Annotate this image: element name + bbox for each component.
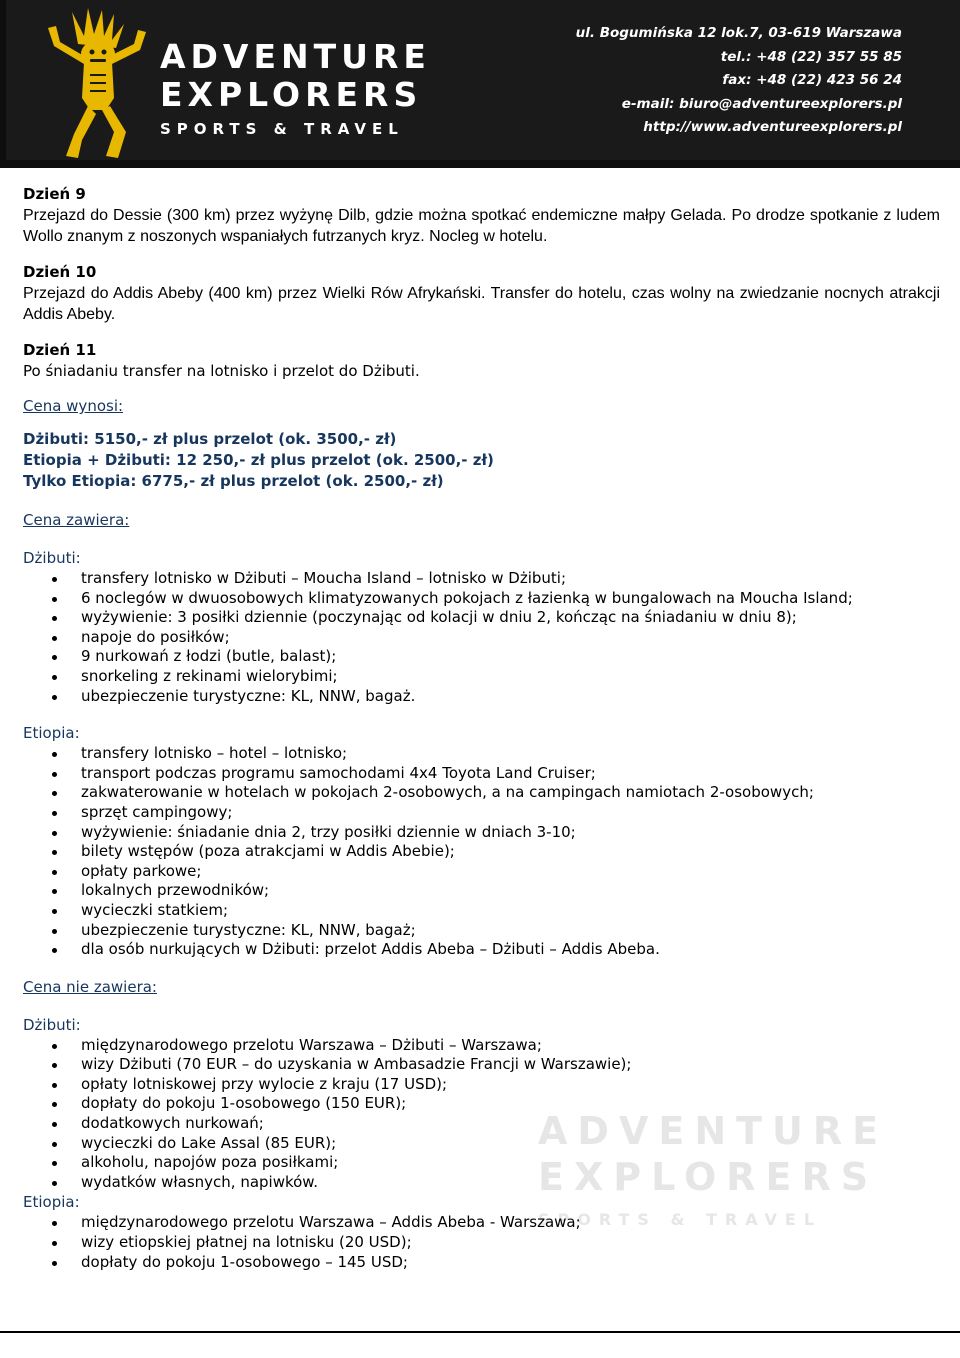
document-body xyxy=(23,184,940,1272)
list-item: snorkeling z rekinami wielorybimi; xyxy=(23,667,940,687)
list-item: transfery lotnisko w Dżibuti – Moucha Island – lotnisko w Dżibuti; xyxy=(23,569,940,589)
price-line-djibouti: Dżibuti: 5150,- zł plus przelot (ok. 3500,- zł) xyxy=(23,430,397,448)
list-item: opłaty parkowe; xyxy=(23,862,940,882)
list-item: międzynarodowego przelotu Warszawa – Addis Abeba - Warszawa; xyxy=(23,1213,940,1233)
list-item: wyżywienie: śniadanie dnia 2, trzy posiłki dziennie w dniach 3-10; xyxy=(23,823,940,843)
list-item: zakwaterowanie w hotelach w pokojach 2-osobowych, a na campingach namiotach 2-osobowych; xyxy=(23,783,940,803)
price-line-ethiopia-djibouti: Etiopia + Dżibuti: 12 250,- zł plus przelot (ok. 2500,- zł) xyxy=(23,451,494,469)
contact-address: ul. Bogumińska 12 lok.7, 03-619 Warszawa xyxy=(575,25,902,41)
excludes-ethiopia-list xyxy=(23,1213,940,1272)
list-item: alkoholu, napojów poza posiłkami; xyxy=(23,1153,940,1173)
contact-tel: tel.: +48 (22) 357 55 85 xyxy=(720,48,902,65)
contact-website[interactable]: http://www.adventureexplorers.pl xyxy=(643,119,902,135)
day-11-title: Dzień 11 xyxy=(23,341,97,359)
includes-djibouti-label: Dżibuti: xyxy=(23,549,81,567)
spacer xyxy=(23,960,940,977)
includes-heading: Cena zawiera: xyxy=(23,511,130,529)
list-item: wizy Dżibuti (70 EUR – do uzyskania w Ambasadzie Francji w Warszawie); xyxy=(23,1055,940,1075)
contact-fax: fax: +48 (22) 423 56 24 xyxy=(722,72,902,88)
day-11-text: Po śniadaniu transfer na lotnisko i przelot do Dżibuti. xyxy=(23,362,420,380)
list-item: dopłaty do pokoju 1-osobowego – 145 USD; xyxy=(23,1253,940,1273)
list-item: wycieczki statkiem; xyxy=(23,901,940,921)
spacer xyxy=(23,706,940,723)
spacer xyxy=(23,417,940,429)
day-9-text: Przejazd do Dessie (300 km) przez wyżynę Dilb, gdzie można spotkać endemiczne małpy Gelada. Po drodze spotkanie z ludem Wollo znanym z noszonych wspaniałych futrzanych kryz. Nocleg w hotelu. xyxy=(23,207,940,245)
list-item: 6 noclegów w dwuosobowych klimatyzowanych pokojach z łazienką w bungalowach na Moucha Island; xyxy=(23,589,940,609)
header-border-left xyxy=(0,0,6,168)
list-item: bilety wstępów (poza atrakcjami w Addis Abebie); xyxy=(23,842,940,862)
list-item: 9 nurkowań z łodzi (butle, balast); xyxy=(23,647,940,667)
watermark-line2: EXPLORERS xyxy=(538,1155,879,1199)
list-item: lokalnych przewodników; xyxy=(23,881,940,901)
watermark-line3: SPORTS & TRAVEL xyxy=(538,1210,823,1229)
price-line-ethiopia-only: Tylko Etiopia: 6775,- zł plus przelot (ok. 2500,- zł) xyxy=(23,472,444,490)
list-item: wyżywienie: 3 posiłki dziennie (poczynając od kolacji w dniu 2, kończąc na śniadaniu w dniu 8); xyxy=(23,608,940,628)
list-item: transport podczas programu samochodami 4x4 Toyota Land Cruiser; xyxy=(23,764,940,784)
excludes-djibouti-list xyxy=(23,1036,940,1193)
list-item: ubezpieczenie turystyczne: KL, NNW, bagaż; xyxy=(23,921,940,941)
price-heading: Cena wynosi: xyxy=(23,397,124,415)
brand-name-line1: ADVENTURE xyxy=(160,37,431,76)
spacer xyxy=(23,247,940,262)
list-item: dla osób nurkujących w Dżibuti: przelot Addis Abeba – Dżibuti – Addis Abeba. xyxy=(23,940,940,960)
list-item: sprzęt campingowy; xyxy=(23,803,940,823)
spacer xyxy=(23,531,940,548)
watermark-line1: ADVENTURE xyxy=(538,1109,889,1153)
excludes-djibouti-label: Dżibuti: xyxy=(23,1015,81,1034)
includes-ethiopia-label: Etiopia: xyxy=(23,724,80,743)
list-item: wizy etiopskiej płatnej na lotnisku (20 USD); xyxy=(23,1233,940,1253)
tribal-figure-logo-icon xyxy=(44,6,150,162)
contact-block xyxy=(572,22,902,140)
list-item: napoje do posiłków; xyxy=(23,628,940,648)
list-item: wycieczki do Lake Assal (85 EUR); xyxy=(23,1134,940,1154)
excludes-ethiopia-label: Etiopia: xyxy=(23,1193,80,1212)
list-item: transfery lotnisko – hotel – lotnisko; xyxy=(23,744,940,764)
day-10-title: Dzień 10 xyxy=(23,263,97,281)
brand-tagline: SPORTS & TRAVEL xyxy=(160,120,404,138)
list-item: dodatkowych nurkowań; xyxy=(23,1114,940,1134)
includes-ethiopia-list xyxy=(23,744,940,960)
includes-djibouti-list xyxy=(23,569,940,706)
excludes-heading: Cena nie zawiera: xyxy=(23,977,157,996)
day-9-title: Dzień 9 xyxy=(23,185,86,203)
list-item: międzynarodowego przelotu Warszawa – Dżibuti – Warszawa; xyxy=(23,1036,940,1056)
spacer xyxy=(23,382,940,396)
list-item: dopłaty do pokoju 1-osobowego (150 EUR); xyxy=(23,1094,940,1114)
spacer xyxy=(23,492,940,510)
list-item: ubezpieczenie turystyczne: KL, NNW, bagaż. xyxy=(23,687,940,707)
spacer xyxy=(23,998,940,1015)
brand-name-line2: EXPLORERS xyxy=(160,75,423,114)
page-header xyxy=(0,0,960,168)
list-item: opłaty lotniskowej przy wylocie z kraju (17 USD); xyxy=(23,1075,940,1095)
spacer xyxy=(23,325,940,340)
contact-email[interactable]: e-mail: biuro@adventureexplorers.pl xyxy=(621,95,902,112)
day-10-text: Przejazd do Addis Abeby (400 km) przez Wielki Rów Afrykański. Transfer do hotelu, czas wolny na zwiedzanie nocnych atrakcji Addis Abeby. xyxy=(23,285,940,323)
brand-wordmark xyxy=(160,38,431,138)
list-item: wydatków własnych, napiwków. xyxy=(23,1173,940,1193)
bottom-divider xyxy=(0,1331,960,1333)
